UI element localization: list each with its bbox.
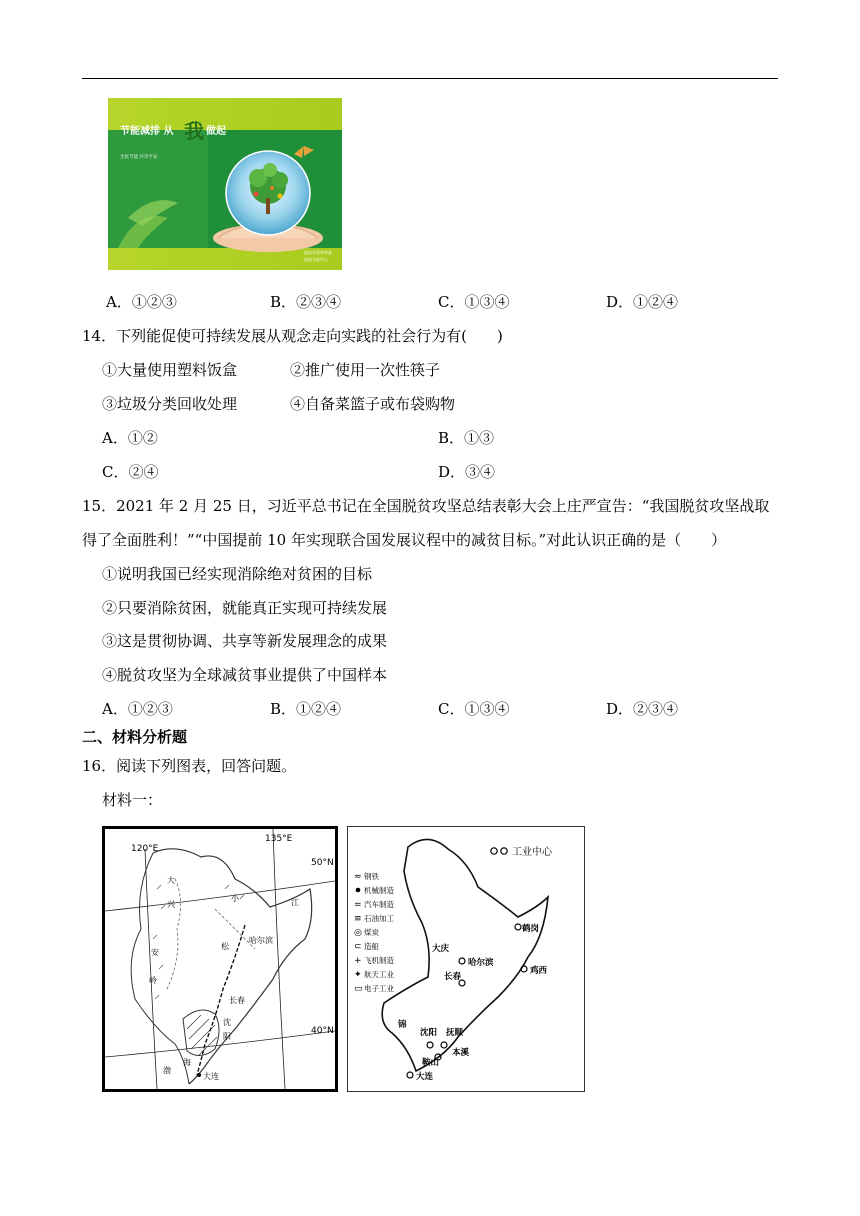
legend-aircraft: 飞机制造 (364, 956, 394, 965)
poster-title-c: 做起 (206, 126, 226, 137)
map1-label-xiao: 小 (231, 894, 239, 903)
legend-petroleum: 石油加工 (364, 914, 394, 923)
poster-org1: 国家发展改革委 (304, 250, 332, 255)
lon-label-135: 135°E (265, 834, 293, 844)
map1-label-jiang: 江 (291, 898, 299, 907)
poster-title-a: 节能减排 从 (120, 126, 174, 137)
energy-saving-poster (108, 98, 342, 270)
city-dalian: 大连 (416, 1072, 434, 1082)
map1-label-harbin: 哈尔滨 (249, 936, 273, 945)
map1-label-shen: 沈 (223, 1018, 231, 1027)
q15-option-d[interactable]: D．②③④ (606, 700, 679, 718)
industry-map-graphic (348, 827, 584, 1091)
poster-slogan: 全民节能 共享平安 (120, 155, 158, 160)
svg-text:◎: ◎ (354, 928, 362, 938)
q14-option-c[interactable]: C．②④ (102, 463, 159, 481)
map1-label-ling: 岭 (149, 976, 157, 985)
q14-option-a[interactable]: A．①② (102, 429, 158, 447)
q14-item-3: ③垃圾分类回收处理 (102, 395, 238, 413)
q13-option-b[interactable]: B．②③④ (270, 293, 342, 311)
city-daqing: 大庆 (432, 944, 450, 954)
svg-text:✦: ✦ (354, 970, 362, 980)
q14-item-1: ①大量使用塑料饭盒 (102, 361, 238, 379)
poster-title-b: 我 (184, 119, 204, 143)
city-jin: 锦 (398, 1020, 407, 1030)
svg-text:+: + (354, 956, 362, 966)
q15-item-4: ④脱贫攻坚为全球减贫事业提供了中国样本 (102, 666, 388, 684)
city-shenyang: 沈阳 (420, 1028, 438, 1038)
q15-option-a[interactable]: A．①②③ (102, 700, 173, 718)
map1-label-da: 大 (167, 876, 175, 885)
q13-option-c[interactable]: C．①③④ (438, 293, 510, 311)
city-fushun: 抚顺 (446, 1028, 464, 1038)
map1-label-hai: 海 (183, 1058, 191, 1067)
q13-option-d[interactable]: D．①②④ (606, 293, 679, 311)
q15-item-1: ①说明我国已经实现消除绝对贫困的目标 (102, 565, 373, 583)
header-rule (82, 78, 778, 79)
legend-shipbuilding: 造船 (364, 942, 379, 951)
northeast-terrain-map (102, 826, 338, 1092)
legend-electronics: 电子工业 (364, 984, 394, 993)
q15-option-c[interactable]: C．①③④ (438, 700, 510, 718)
city-anshan: 鞍山 (422, 1058, 440, 1068)
q15-stem-line2: 得了全面胜利！”“中国提前 10 年实现联合国发展议程中的减贫目标。”对此认识正确的是（ ） (82, 531, 727, 549)
map1-label-yang: 阳 (223, 1032, 231, 1041)
poster-org2: 国家节能中心 (304, 257, 328, 262)
lat-label-40: 40°N (311, 1026, 334, 1036)
q14-item-2: ②推广使用一次性筷子 (290, 361, 441, 379)
legend-machinery: 机械制造 (364, 886, 394, 895)
svg-text:≡: ≡ (354, 914, 362, 924)
terrain-map-graphic (105, 829, 335, 1089)
city-changchun: 长春 (444, 972, 462, 982)
city-hegang: 鹤岗 (522, 924, 540, 934)
q14-stem: 14．下列能促使可持续发展从观念走向实践的社会行为有( ) (82, 327, 503, 345)
material-one-label: 材料一： (102, 791, 163, 809)
map1-label-xing: 兴 (167, 900, 175, 909)
q14-option-d[interactable]: D．③④ (438, 463, 496, 481)
legend-aerospace: 航天工业 (364, 970, 394, 979)
map1-label-changchun: 长春 (229, 996, 245, 1005)
q13-option-a[interactable]: A．①②③ (106, 293, 177, 311)
section-title: 二、材料分析题 (82, 728, 188, 746)
svg-text:⊂: ⊂ (354, 942, 362, 952)
legend-auto: 汽车制造 (364, 900, 394, 909)
q15-option-b[interactable]: B．①②④ (270, 700, 342, 718)
city-benxi: 本溪 (452, 1048, 470, 1058)
lat-label-50: 50°N (311, 858, 334, 868)
legend-industrial-center: 工业中心 (512, 847, 552, 858)
northeast-industry-map (347, 826, 585, 1092)
map1-label-song: 松 (221, 942, 229, 951)
svg-text:≈: ≈ (354, 872, 362, 882)
city-harbin: 哈尔滨 (468, 958, 494, 968)
q15-stem-line1: 15．2021 年 2 月 25 日，习近平总书记在全国脱贫攻坚总结表彰大会上庄严宣告：“我国脱贫攻坚战取 (82, 497, 770, 515)
q16-stem: 16．阅读下列图表，回答问题。 (82, 757, 297, 775)
map1-label-an: 安 (151, 948, 159, 957)
poster-graphic (108, 98, 342, 270)
lon-label-120: 120°E (131, 844, 159, 854)
legend-steel: 钢铁 (364, 872, 379, 881)
q15-item-2: ②只要消除贫困，就能真正实现可持续发展 (102, 599, 388, 617)
svg-text:=: = (354, 900, 362, 910)
legend-coal: 煤炭 (364, 928, 379, 937)
city-jixi: 鸡西 (530, 966, 548, 976)
q14-item-4: ④自备菜篮子或布袋购物 (290, 395, 456, 413)
q14-option-b[interactable]: B．①③ (438, 429, 495, 447)
q15-item-3: ③这是贯彻协调、共享等新发展理念的成果 (102, 632, 388, 650)
map1-label-bo: 渤 (163, 1066, 171, 1075)
svg-text:▭: ▭ (354, 984, 363, 994)
map1-label-dalian: 大连 (203, 1072, 219, 1081)
